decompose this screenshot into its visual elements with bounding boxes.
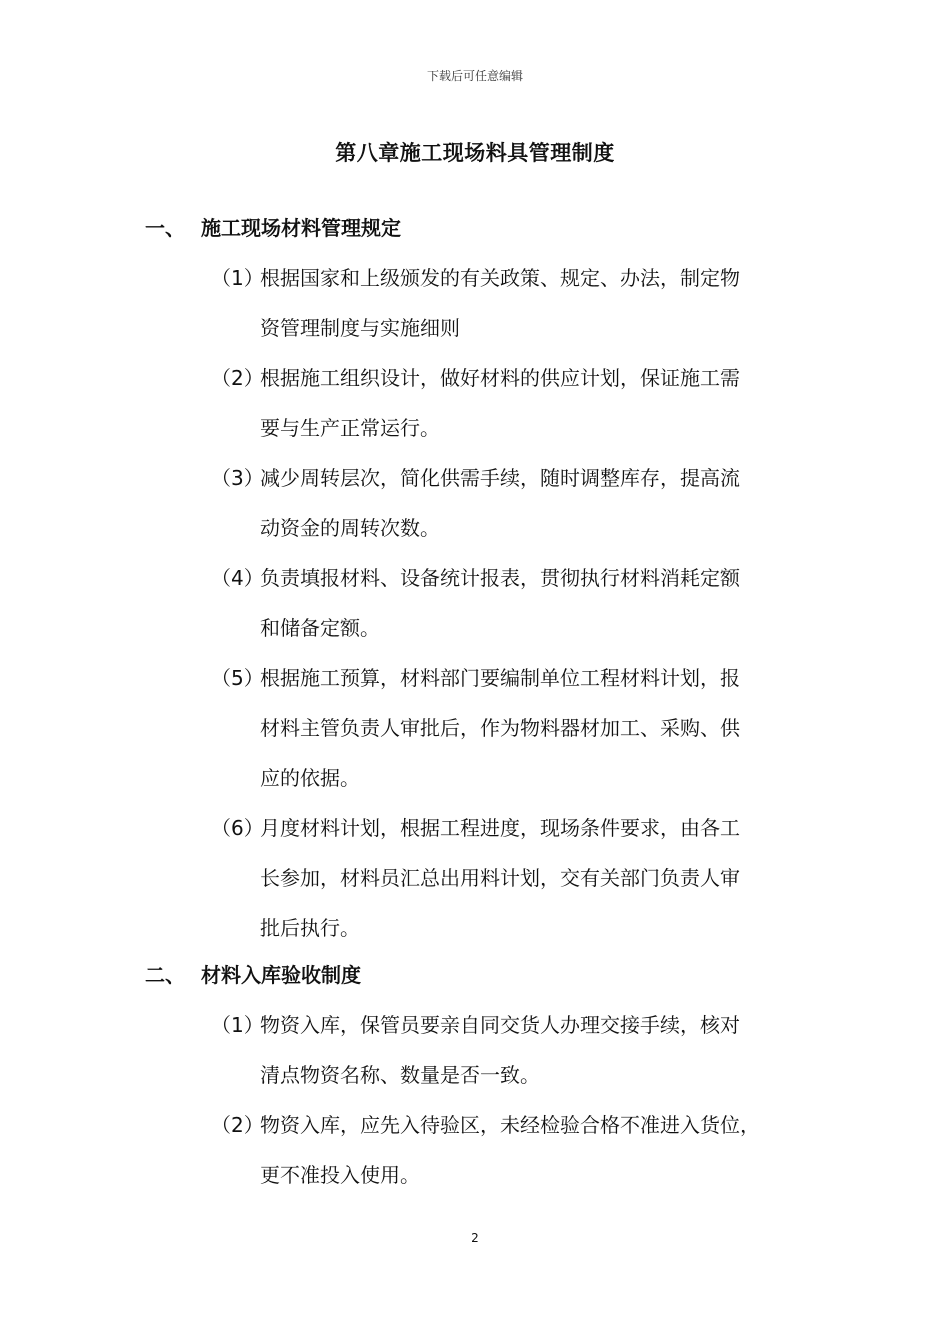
item-number: （3）: [211, 466, 264, 490]
item-number: （5）: [211, 666, 264, 690]
item-text-line: 物资入库，保管员要亲自同交货人办理交接手续，核对: [260, 1013, 740, 1037]
list-item: [0, 553, 950, 653]
list-item: [0, 353, 950, 453]
item-text-line: 应的依据。: [260, 766, 360, 790]
item-text-line: 物资入库，应先入待验区，未经检验合格不准进入货位，: [260, 1113, 760, 1137]
item-number: （1）: [211, 1013, 264, 1037]
item-text-line: 材料主管负责人审批后，作为物料器材加工、采购、供: [260, 716, 740, 740]
item-text-line: 负责填报材料、设备统计报表，贯彻执行材料消耗定额: [260, 566, 740, 590]
section-heading: [0, 950, 950, 1000]
list-item: [0, 1000, 950, 1100]
item-text-line: 根据施工预算，材料部门要编制单位工程材料计划，报: [260, 666, 740, 690]
item-number: （1）: [211, 266, 264, 290]
item-text-line: 和储备定额。: [260, 616, 380, 640]
item-text-line: 月度材料计划，根据工程进度，现场条件要求，由各工: [260, 816, 740, 840]
item-number: （4）: [211, 566, 264, 590]
section-heading: [0, 203, 950, 253]
section-number: 一、: [145, 216, 185, 240]
item-text-line: 更不准投入使用。: [260, 1163, 420, 1187]
page-title: 第八章施工现场料具管理制度: [335, 141, 615, 165]
item-number: （6）: [211, 816, 264, 840]
item-text-line: 资管理制度与实施细则: [260, 316, 460, 340]
section-title: 材料入库验收制度: [201, 963, 361, 987]
item-text-line: 根据国家和上级颁发的有关政策、规定、办法，制定物: [260, 266, 740, 290]
list-item: [0, 453, 950, 553]
list-item: [0, 653, 950, 803]
item-text-line: 减少周转层次，简化供需手续，随时调整库存，提高流: [260, 466, 740, 490]
header-note: 下载后可任意编辑: [426, 69, 523, 83]
list-item: [0, 1100, 950, 1200]
section-number: 二、: [145, 963, 185, 987]
item-number: （2）: [211, 366, 264, 390]
section-title: 施工现场材料管理规定: [201, 216, 401, 240]
item-text-line: 根据施工组织设计，做好材料的供应计划，保证施工需: [260, 366, 740, 390]
item-text-line: 长参加，材料员汇总出用料计划，交有关部门负责人审: [260, 866, 740, 890]
section-2: [0, 950, 950, 1200]
list-item: [0, 253, 950, 353]
list-item: [0, 803, 950, 953]
section-1: [0, 203, 950, 953]
item-text-line: 要与生产正常运行。: [260, 416, 440, 440]
item-text-line: 批后执行。: [260, 916, 360, 940]
item-text-line: 动资金的周转次数。: [260, 516, 440, 540]
page-number: 2: [471, 1231, 479, 1245]
item-text-line: 清点物资名称、数量是否一致。: [260, 1063, 540, 1087]
item-number: （2）: [211, 1113, 264, 1137]
